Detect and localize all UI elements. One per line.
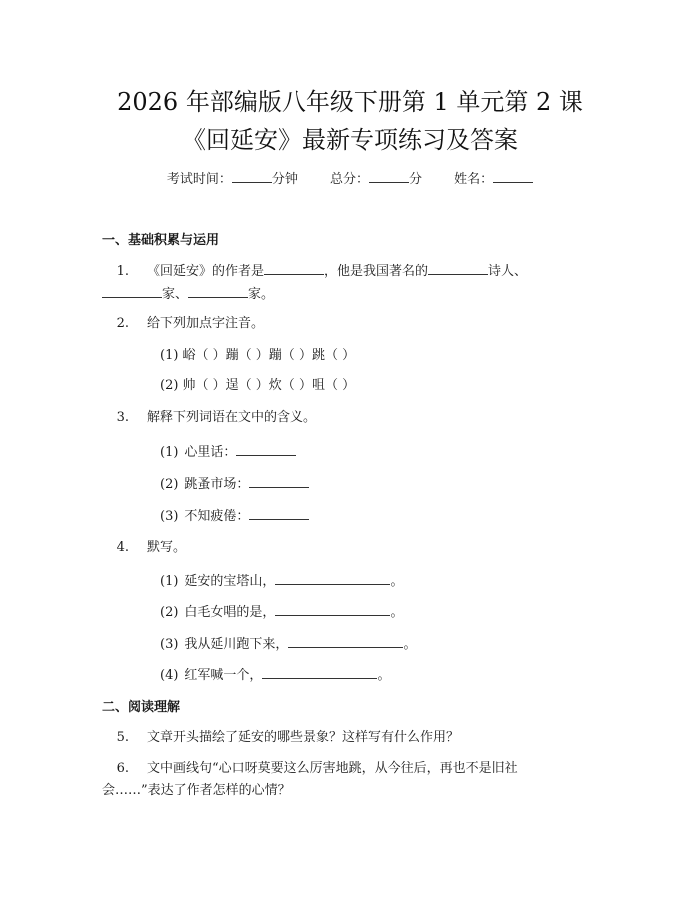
q1-blank-author[interactable] [264,260,324,275]
score-unit: 分 [409,172,423,187]
section-heading-1: 一、基础积累与运用 [102,233,220,248]
question-text: 默写。 [147,540,187,555]
question-text: 解释下列词语在文中的含义。 [147,410,317,425]
section-heading-2: 二、阅读理解 [102,700,181,715]
question-4 [102,537,592,559]
page-title-line1: 2026 年部编版八年级下册第 1 单元第 2 课 [117,88,583,116]
q4-blank-3[interactable] [288,633,403,648]
q1-text-4: 家、 [162,287,189,302]
sub-end: 。 [390,574,404,589]
question-number: 3. [116,410,129,425]
question-number: 2. [116,316,129,331]
sub-text: 红军喊一个， [184,668,263,683]
q3-blank-3[interactable] [249,505,309,520]
question-3 [102,407,592,429]
time-unit: 分钟 [271,172,298,187]
q1-text-2: ，他是我国著名的 [324,264,429,279]
q4-blank-1[interactable] [275,570,390,585]
question-text-line1: 文中画线句“心口呀莫要这么厉害地跳，从今往后，再也不是旧社 [147,761,518,776]
exam-score [330,168,422,190]
name-label: 姓名： [454,172,494,187]
q1-text-1: 《回延安》的作者是 [147,264,265,279]
time-blank[interactable] [232,168,272,183]
sub-end: 。 [403,637,417,652]
question-number: 5. [116,730,129,745]
sub-number: (1) [160,445,179,460]
exam-meta [0,168,700,190]
question-text: 给下列加点字注音。 [147,316,265,331]
sub-number: (2) [160,477,179,492]
q4-sub-4 [160,664,390,686]
q1-blank-role-2[interactable] [188,283,248,298]
sub-number: (1) [160,574,179,589]
sub-text: 跳蚤市场： [184,477,250,492]
q2-sub-2: (2) 帅（ ）逞（ ）炊（ ）咀（ ） [160,378,356,393]
q3-sub-3 [160,505,309,527]
question-text: 文章开头描绘了延安的哪些景象？这样写有什么作用？ [147,730,460,745]
sub-text: 我从延川跑下来， [184,637,289,652]
sub-end: 。 [377,668,391,683]
q4-blank-2[interactable] [275,601,390,616]
name-blank[interactable] [493,168,533,183]
q1-text-5: 家。 [248,287,275,302]
sub-number: (4) [160,668,179,683]
question-6 [102,758,592,802]
score-label: 总分： [329,172,369,187]
exam-name [454,168,533,190]
sub-end: 。 [390,605,404,620]
sub-number: (2) [160,605,179,620]
sub-number: (3) [160,637,179,652]
q4-blank-4[interactable] [262,664,377,679]
question-text-line2: 会……”表达了作者怎样的心情？ [102,783,291,798]
sub-number: (3) [160,509,179,524]
sub-text: 延安的宝塔山， [184,574,276,589]
q2-sub-1: (1) 峪（ ）蹦（ ）蹦（ ）跳（ ） [160,348,356,363]
q1-blank-role-1[interactable] [102,283,162,298]
page-title-line2: 《回延安》最新专项练习及答案 [182,126,518,154]
q3-blank-1[interactable] [236,441,296,456]
sub-text: 不知疲倦： [184,509,250,524]
sub-text: 白毛女唱的是， [184,605,276,620]
q3-blank-2[interactable] [249,473,309,488]
question-2 [102,313,592,335]
question-number: 4. [116,540,129,555]
exam-time [167,168,298,190]
question-5 [102,727,592,749]
time-label: 考试时间： [166,172,232,187]
question-number: 6. [116,761,129,776]
sub-text: 心里话： [184,445,237,460]
q3-sub-1 [160,441,296,463]
q4-sub-3 [160,633,416,655]
q1-text-3: 诗人、 [488,264,528,279]
question-1 [102,260,592,306]
q4-sub-2 [160,601,403,623]
question-number: 1. [116,264,129,279]
q3-sub-2 [160,473,309,495]
q4-sub-1 [160,570,403,592]
score-blank[interactable] [369,168,409,183]
q1-blank-poet-type[interactable] [428,260,488,275]
